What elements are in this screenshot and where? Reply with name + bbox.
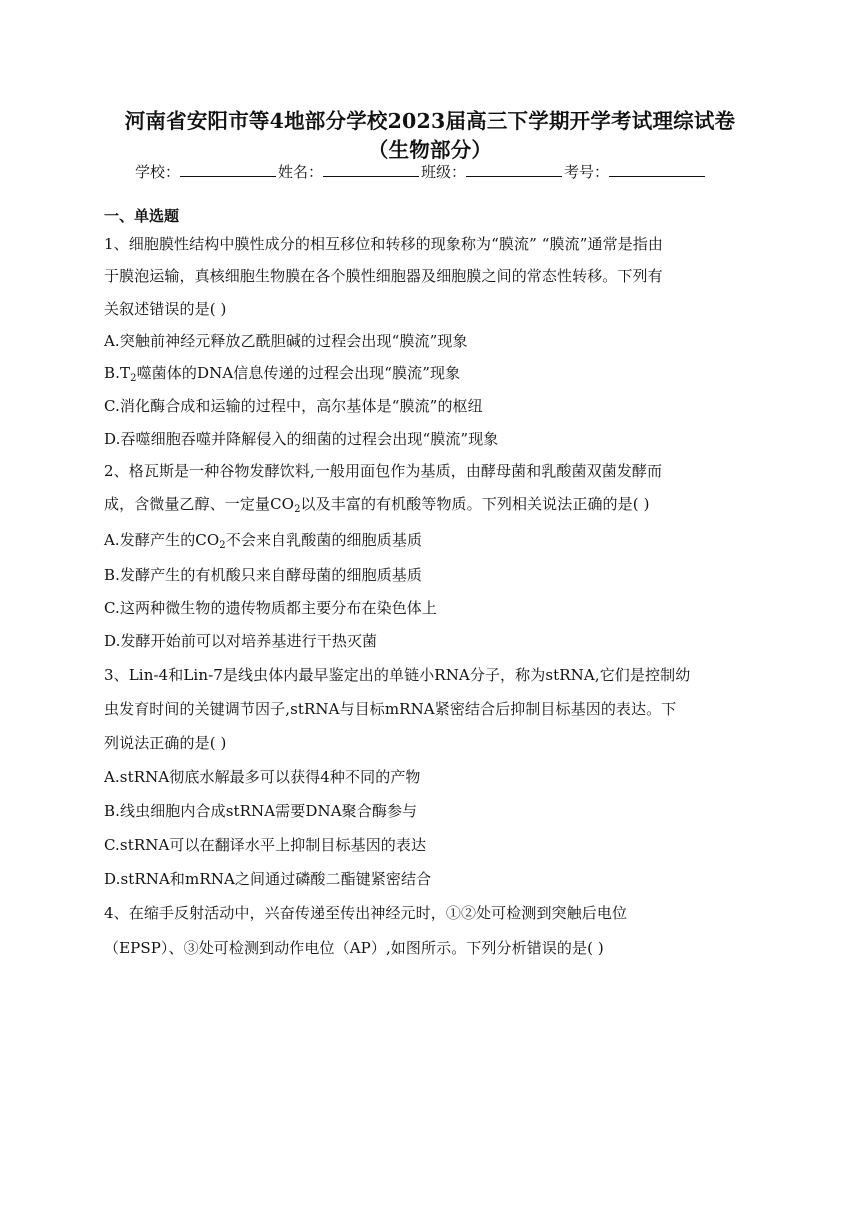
q2-stem-line2: 成，含微量乙醇、一定量$CO_2$以及丰富的有机酸等物质。下列相关说法正确的是( ): [104, 495, 650, 515]
q2-option-d: D.发酵开始前可以对培养基进行干热灭菌: [104, 632, 378, 650]
q3-option-b: B.线虫细胞内合成stRNA需要DNA聚合酶参与: [104, 802, 418, 820]
q1-option-b: $B.T_2$噬菌体的DNA信息传递的过程会出现“膜流”现象: [104, 364, 461, 384]
q2-option-a: A.发酵产生的$CO_2$不会来自乳酸菌的细胞质基质: [104, 531, 423, 551]
exam-subtitle: （生物部分）: [367, 138, 493, 162]
q1-stem-line3: 关叙述错误的是( ): [104, 300, 227, 318]
class-label: 班级：: [421, 163, 467, 181]
section-heading: 一、单选题: [104, 207, 180, 225]
q3-option-d: D.stRNA和mRNA之间通过磷酸二酯键紧密结合: [104, 870, 432, 888]
q2-option-c: C.这两种微生物的遗传物质都主要分布在染色体上: [104, 599, 438, 617]
q3-stem-line1: 3、Lin-4和Lin-7是线虫体内最早鉴定出的单链小RNA分子，称为stRNA,它们是控制幼: [104, 666, 691, 684]
school-label: 学校：: [135, 163, 181, 181]
q4-stem-line2: （EPSP）、③处可检测到动作电位（AP）,如图所示。下列分析错误的是( ): [104, 939, 604, 957]
q3-stem-line2: 虫发育时间的关键调节因子,stRNA与目标mRNA紧密结合后抑制目标基因的表达。下: [104, 700, 677, 718]
q1-option-d: D.吞噬细胞吞噬并降解侵入的细菌的过程会出现“膜流”现象: [104, 430, 499, 448]
class-blank[interactable]: [466, 162, 562, 177]
name-label: 姓名：: [278, 163, 324, 181]
exam-title: 河南省安阳市等4地部分学校2023届高三下学期开学考试理综试卷: [124, 109, 736, 133]
q2-stem-line1: 2、格瓦斯是一种谷物发酵饮料,一般用面包作为基质，由酵母菌和乳酸菌双菌发酵而: [104, 462, 663, 480]
q2-option-b: B.发酵产生的有机酸只来自酵母菌的细胞质基质: [104, 566, 422, 584]
q1-option-a: A.突触前神经元释放乙酰胆碱的过程会出现“膜流”现象: [104, 332, 468, 350]
q1-stem-line1: 1、细胞膜性结构中膜性成分的相互移位和转移的现象称为“膜流” “膜流”通常是指由: [104, 235, 663, 253]
q3-option-c: C.stRNA可以在翻译水平上抑制目标基因的表达: [104, 836, 427, 854]
exam-number-label: 考号：: [564, 163, 610, 181]
student-info-row: [135, 161, 735, 182]
q1-option-c: C.消化酶合成和运输的过程中，高尔基体是“膜流”的枢纽: [104, 397, 483, 415]
exam-number-blank[interactable]: [609, 162, 705, 177]
q3-option-a: A.stRNA彻底水解最多可以获得4种不同的产物: [104, 768, 421, 786]
q3-stem-line3: 列说法正确的是( ): [104, 734, 227, 752]
name-blank[interactable]: [323, 162, 419, 177]
q1-stem-line2: 于膜泡运输，真核细胞生物膜在各个膜性细胞器及细胞膜之间的常态性转移。下列有: [104, 267, 663, 285]
q4-stem-line1: 4、在缩手反射活动中，兴奋传递至传出神经元时，①②处可检测到突触后电位: [104, 904, 628, 922]
school-blank[interactable]: [180, 162, 276, 177]
